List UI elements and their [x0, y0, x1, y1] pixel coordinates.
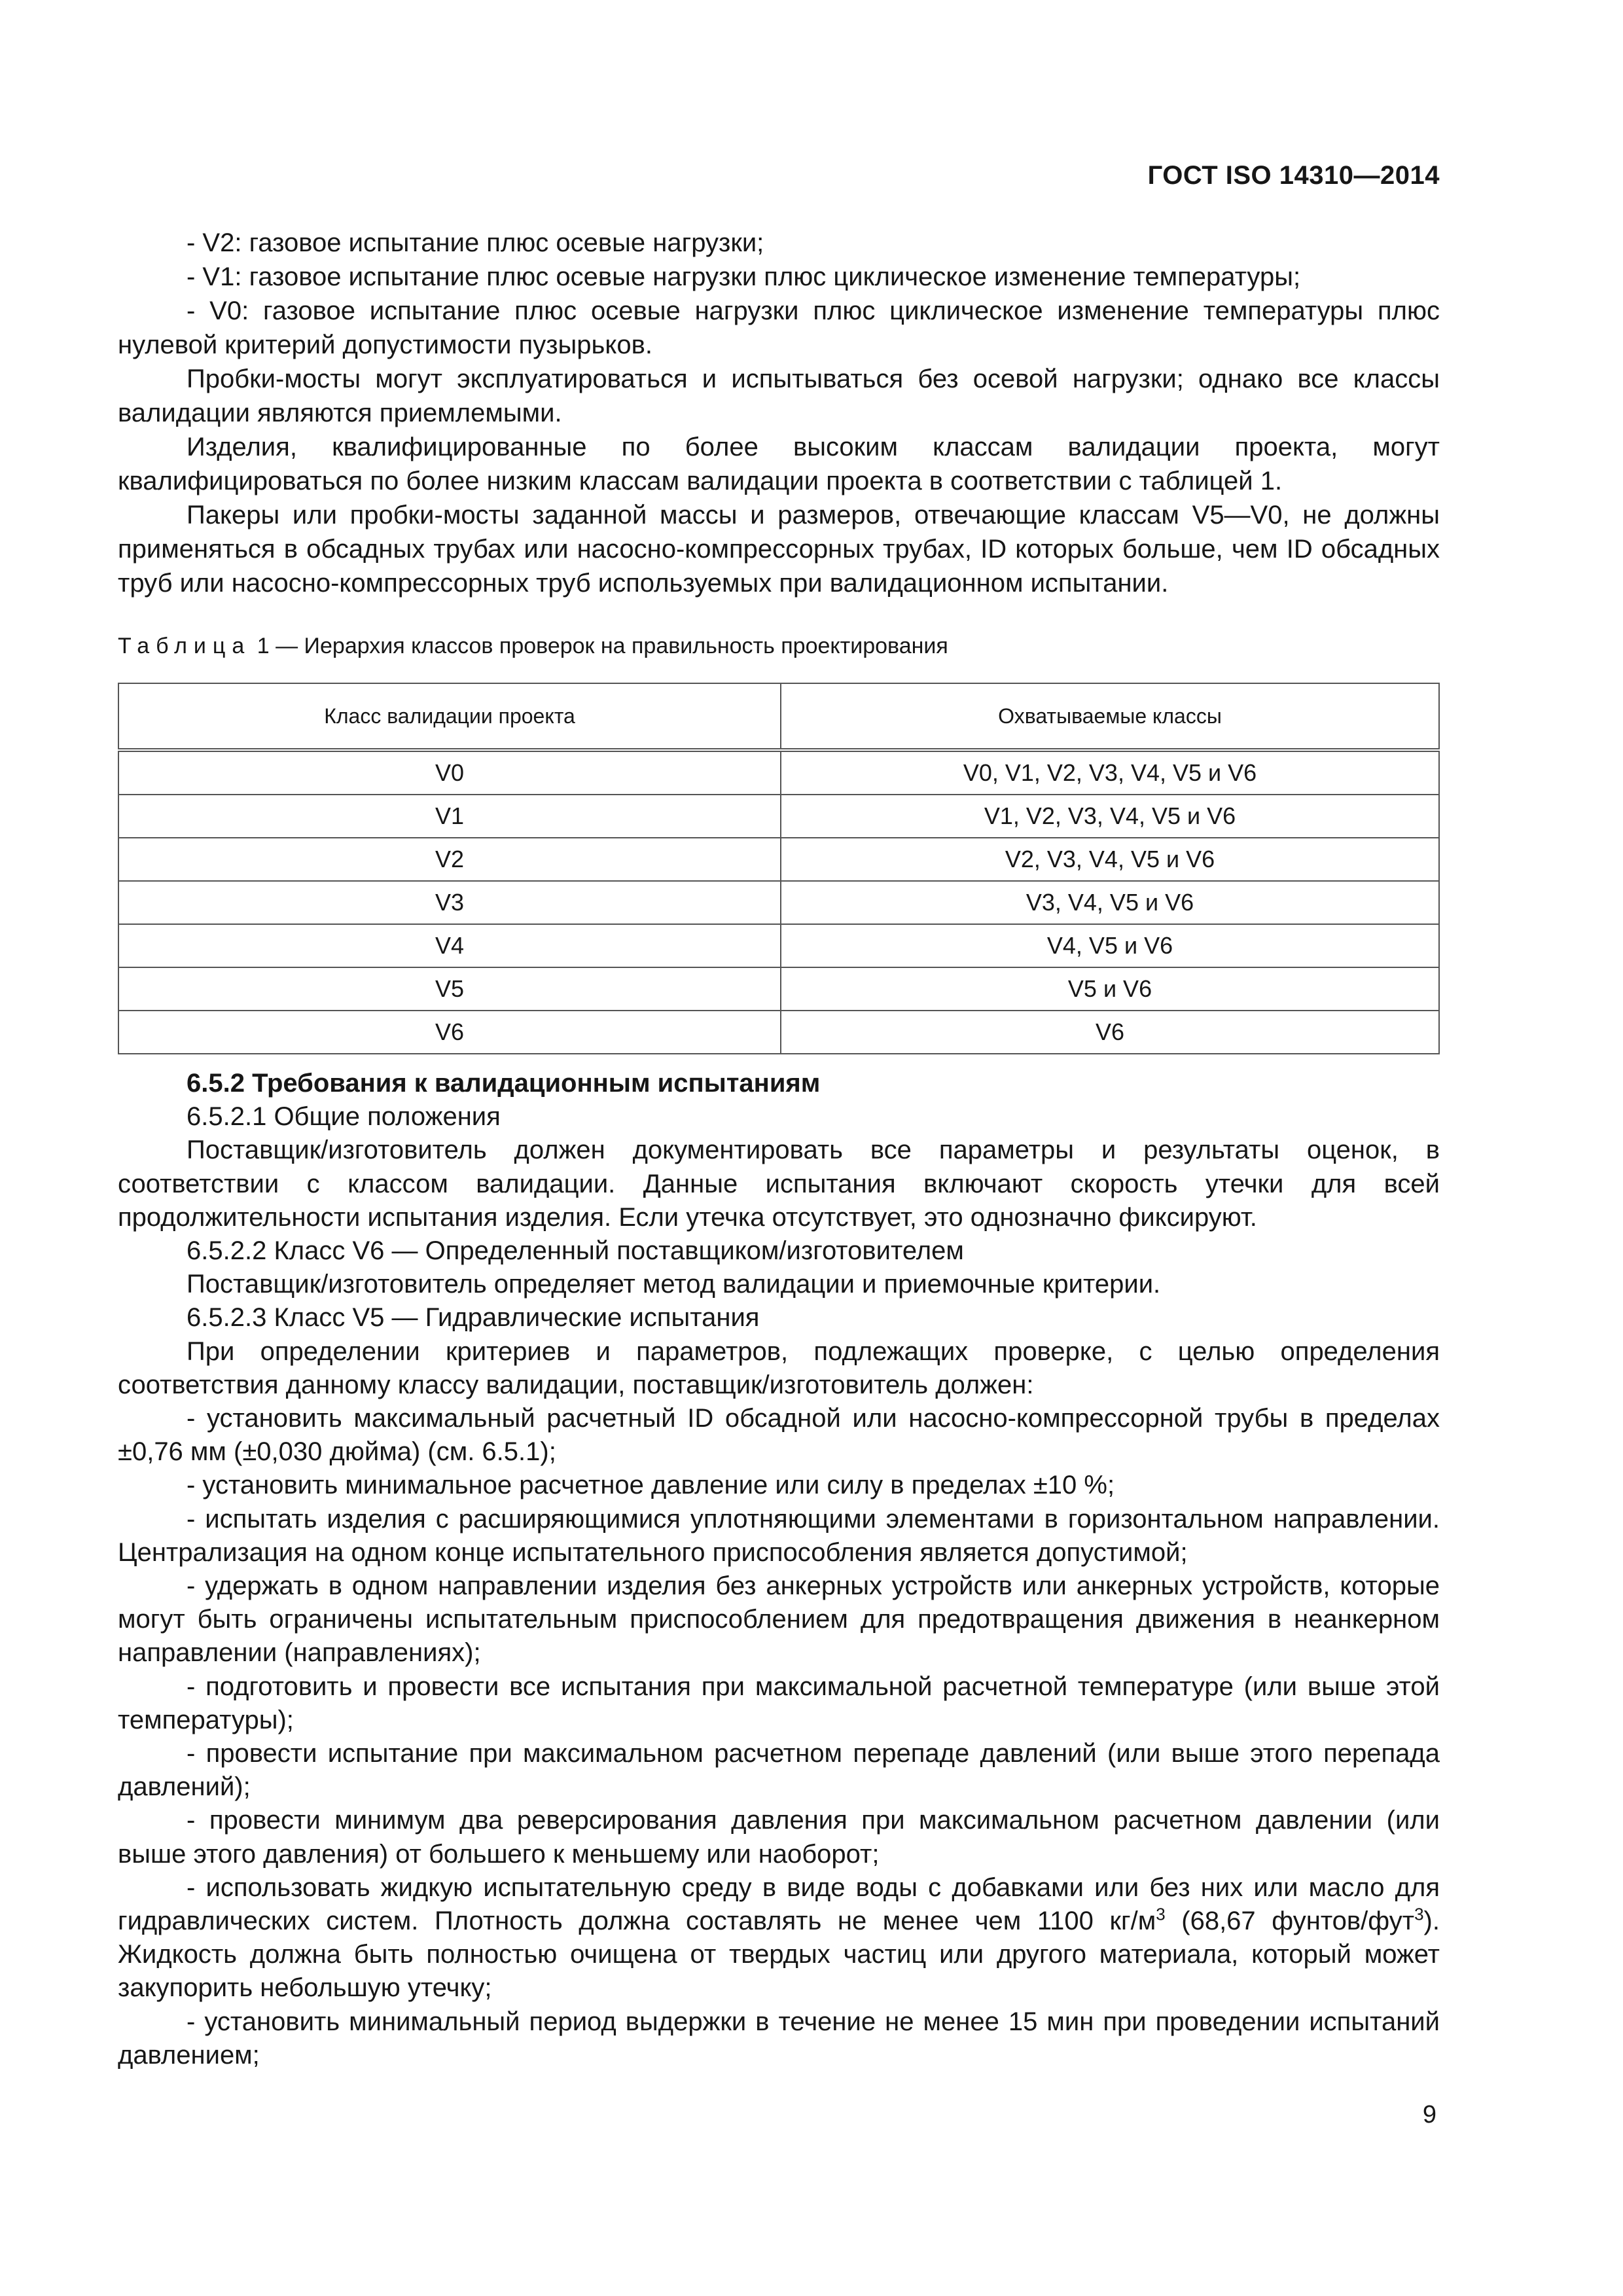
paragraph-packers: Пакеры или пробки-мосты заданной массы и размеров, отвечающие классам V5—V0, не должны применяться в обсадных трубах или насосно-компрессорных трубах, ID которых больше, чем ID обсадных труб или насосно-компрессорных труб используемых при валидационном испытании.	[118, 501, 1440, 598]
list-item: - установить максимальный расчетный ID обсадной или насосно-компрессорной трубы в пределах ±0,76 мм (±0,030 дюйма) (см. 6.5.1);	[118, 1404, 1440, 1467]
table-cell: V5 и V6	[781, 967, 1439, 1011]
table-caption-prefix: Таблица	[118, 634, 251, 658]
table-cell: V0, V1, V2, V3, V4, V5 и V6	[781, 750, 1439, 795]
table-cell: V4, V5 и V6	[781, 924, 1439, 967]
class-item-v1: - V1: газовое испытание плюс осевые нагрузки плюс циклическое изменение температуры;	[187, 262, 1301, 291]
subsection-title-general: 6.5.2.1 Общие положения	[187, 1102, 501, 1132]
section-heading: 6.5.2 Требования к валидационным испытаниям	[187, 1069, 821, 1098]
intro-text	[118, 226, 1440, 600]
paragraph-higher-classes: Изделия, квалифицированные по более высоким классам валидации проекта, могут квалифицироваться по более низким классам валидации проекта в соответствии с таблицей 1.	[118, 433, 1440, 495]
class-item-v0: - V0: газовое испытание плюс осевые нагрузки плюс циклическое изменение температуры плюс нулевой критерий допустимости пузырьков.	[118, 296, 1440, 359]
table-cell: V6	[781, 1011, 1439, 1054]
list-item: - подготовить и провести все испытания при максимальной расчетной температуре (или выше этой температуры);	[118, 1672, 1440, 1734]
superscript: 3	[1414, 1904, 1424, 1924]
table-row	[118, 881, 1439, 924]
table-cell: V0	[118, 750, 781, 795]
list-item: - удержать в одном направлении изделия без анкерных устройств или анкерных устройств, которые могут быть ограничены испытательным приспособлением для предотвращения движения в неанкерном направлении (направлениях);	[118, 1571, 1440, 1668]
table-row	[118, 967, 1439, 1011]
table-cell: V1, V2, V3, V4, V5 и V6	[781, 795, 1439, 838]
page-number: 9	[1422, 2101, 1436, 2128]
table-caption	[118, 634, 948, 659]
subsection-title-v5: 6.5.2.3 Класс V5 — Гидравлические испытания	[187, 1303, 760, 1333]
list-item: - провести минимум два реверсирования давления при максимальном расчетном давлении (или выше этого давления) от большего к меньшему или наоборот;	[118, 1806, 1440, 1869]
list-item: - установить минимальное расчетное давление или силу в пределах ±10 %;	[187, 1471, 1115, 1500]
table-caption-title: 1 — Иерархия классов проверок на правильность проектирования	[251, 634, 948, 658]
table-cell: V2	[118, 838, 781, 881]
table-cell: V3	[118, 881, 781, 924]
fluid-text-1: - использовать жидкую испытательную среду в виде воды с добавками или без них или масло для гидравлических систем. Плотность должна составлять не менее чем 1100 кг/м	[118, 1873, 1440, 1936]
paragraph-v5-intro: При определении критериев и параметров, подлежащих проверке, с целью определения соответствия данному классу валидации, поставщик/изготовитель должен:	[118, 1336, 1440, 1399]
validation-class-table	[118, 683, 1440, 1054]
column-header-class: Класс валидации проекта	[118, 683, 781, 750]
list-item: - испытать изделия с расширяющимися уплотняющими элементами в горизонтальном направлении. Централизация на одном конце испытательного приспособления является допустимой;	[118, 1504, 1440, 1567]
table-row	[118, 750, 1439, 795]
column-header-covered: Охватываемые классы	[781, 683, 1439, 750]
table-row	[118, 1011, 1439, 1054]
list-item: - установить минимальный период выдержки в течение не менее 15 мин при проведении испытаний давлением;	[118, 2007, 1440, 2070]
fluid-text-3: ). Жидкость должна быть полностью очищена от твердых частиц или другого материала, который может закупорить небольшую утечку;	[118, 1907, 1440, 2003]
table-cell: V4	[118, 924, 781, 967]
table-cell: V6	[118, 1011, 781, 1054]
table-row	[118, 795, 1439, 838]
paragraph-documentation: Поставщик/изготовитель должен документировать все параметры и результаты оценок, в соответствии с классом валидации. Данные испытания включают скорость утечки для всей продолжительности испытания изделия. Если утечка отсутствует, это однозначно фиксируют.	[118, 1136, 1440, 1232]
table-cell: V1	[118, 795, 781, 838]
fluid-text-2: (68,67 фунтов/фут	[1165, 1907, 1415, 1936]
document-code: ГОСТ ISO 14310—2014	[1147, 161, 1440, 190]
table-cell: V3, V4, V5 и V6	[781, 881, 1439, 924]
table-cell: V5	[118, 967, 781, 1011]
list-item-fluid	[118, 1871, 1440, 2005]
list-item: - провести испытание при максимальном расчетном перепаде давлений (или выше этого перепада давлений);	[118, 1739, 1440, 1802]
class-item-v2: - V2: газовое испытание плюс осевые нагрузки;	[187, 228, 764, 257]
paragraph-v6: Поставщик/изготовитель определяет метод валидации и приемочные критерии.	[187, 1270, 1161, 1299]
table-row	[118, 838, 1439, 881]
subsection-title-v6: 6.5.2.2 Класс V6 — Определенный поставщиком/изготовителем	[187, 1236, 964, 1266]
table-cell: V2, V3, V4, V5 и V6	[781, 838, 1439, 881]
section-text	[118, 1067, 1440, 2072]
paragraph-bridge-plugs: Пробки-мосты могут эксплуатироваться и испытываться без осевой нагрузки; однако все классы валидации являются приемлемыми.	[118, 365, 1440, 427]
table-header-row	[118, 683, 1439, 750]
table-row	[118, 924, 1439, 967]
superscript: 3	[1156, 1904, 1166, 1924]
